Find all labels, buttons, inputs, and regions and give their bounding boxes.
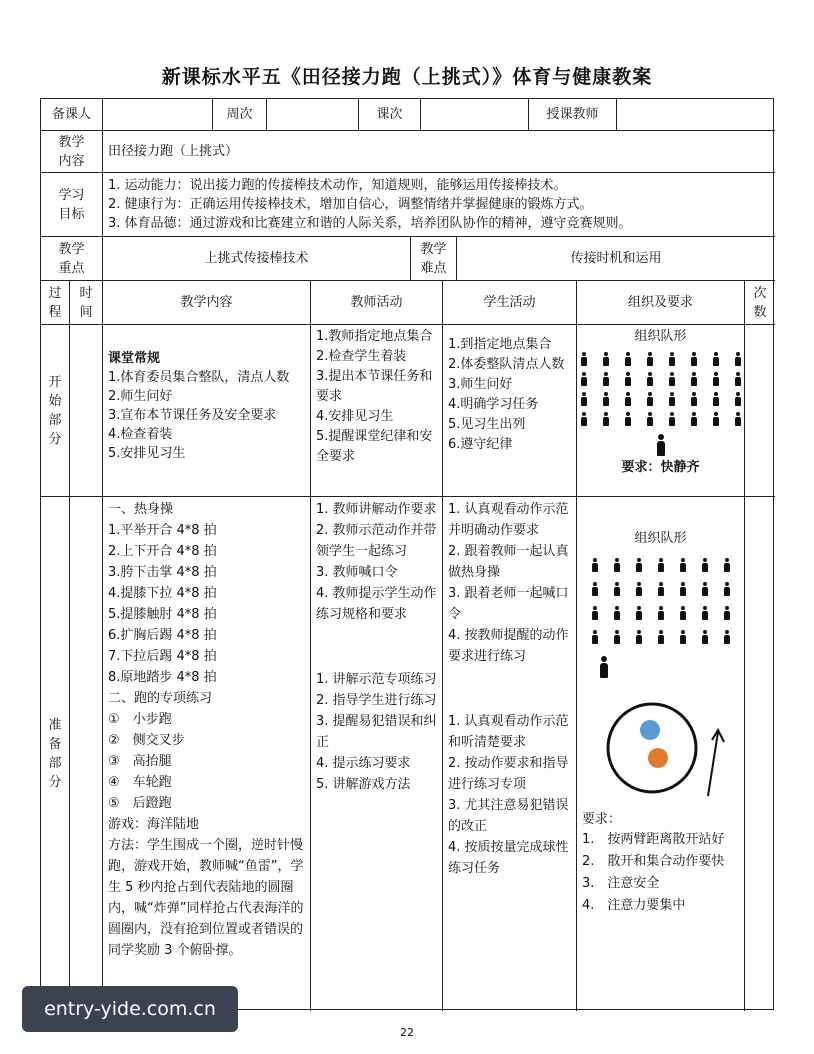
key-point-label: 教学重点	[41, 237, 103, 281]
student-figure	[613, 558, 621, 572]
preparer-label: 备课人	[41, 99, 103, 131]
start-org-title: 组织队形	[634, 329, 687, 344]
list-item: 3. 注意安全	[582, 876, 660, 891]
list-item: ② 侧交叉步	[108, 733, 185, 748]
teacher-label: 授课教师	[529, 99, 617, 131]
student-figure	[613, 606, 621, 620]
col-org: 组织及要求	[577, 281, 745, 325]
student-figure	[701, 630, 709, 644]
preparer-value	[103, 99, 213, 131]
start-org-requirement: 要求：快静齐	[621, 460, 700, 475]
goal-item: 1. 运动能力：说出接力跑的传接棒技术动作，知道规则，能够运用传接棒技术。	[108, 178, 567, 193]
student-figure	[734, 372, 742, 386]
prep-req-list	[582, 829, 739, 917]
student-figure	[602, 392, 610, 406]
list-item: 4. 注意力要集中	[582, 898, 686, 913]
list-item: ⑤ 后蹬跑	[108, 796, 172, 811]
list-item: 游戏：海洋陆地	[108, 817, 200, 832]
content-value: 田径接力跑（上挑式）	[103, 131, 775, 173]
formation-diagram	[582, 352, 739, 426]
list-item: 4. 教师提示学生动作练习规格和要求	[316, 586, 437, 622]
list-item: 3. 提醒易犯错误和纠正	[316, 714, 437, 750]
week-label: 周次	[213, 99, 267, 131]
list-item: 3.提出本节课任务和要求	[316, 369, 433, 404]
list-item: 2. 按动作要求和指导进行练习专项	[448, 756, 569, 792]
student-figure	[701, 606, 709, 620]
student-figure	[635, 558, 643, 572]
student-figure	[690, 352, 698, 366]
start-content-title: 课堂常规	[108, 351, 161, 366]
list-item: 5.提醒课堂纪律和安全要求	[316, 429, 433, 464]
student-figure	[668, 372, 676, 386]
student-figure	[701, 558, 709, 572]
student-figure	[723, 630, 731, 644]
student-figure	[635, 606, 643, 620]
student-figure	[723, 606, 731, 620]
student-figure	[734, 392, 742, 406]
lesson-value	[421, 99, 529, 131]
list-item: 二、跑的专项练习	[108, 691, 213, 706]
list-item: 1.到指定地点集合	[448, 337, 552, 352]
student-figure	[690, 392, 698, 406]
list-item: 4.提膝下拉 4*8 拍	[108, 586, 217, 601]
start-teacher	[311, 325, 443, 497]
list-item: 6.遵守纪律	[448, 437, 513, 452]
prep-teacher	[311, 497, 443, 1011]
list-item: 1.教师指定地点集合	[316, 329, 433, 344]
list-item: ④ 车轮跑	[108, 775, 172, 790]
student-figure	[701, 582, 709, 596]
large-circle	[608, 704, 696, 792]
prep-org	[577, 497, 745, 1011]
prep-student	[443, 497, 577, 1011]
student-figure	[679, 606, 687, 620]
list-item: 5.安排见习生	[108, 446, 186, 461]
list-item: 2. 教师示范动作并带领学生一起练习	[316, 523, 437, 559]
student-figure	[712, 392, 720, 406]
col-teacher: 教师活动	[311, 281, 443, 325]
week-value	[267, 99, 359, 131]
student-figure	[734, 412, 742, 426]
lesson-plan-table	[40, 98, 774, 1010]
student-figure	[723, 582, 731, 596]
list-item: 1. 教师讲解动作要求	[316, 502, 437, 517]
list-item: 5.见习生出列	[448, 417, 526, 432]
list-item: 2.检查学生着装	[316, 349, 407, 364]
student-figure	[635, 630, 643, 644]
student-figure	[602, 372, 610, 386]
list-item: 1. 讲解示范专项练习	[316, 672, 437, 687]
page-number: 22	[400, 1026, 414, 1039]
list-item: 7.下拉后踢 4*8 拍	[108, 649, 217, 664]
col-count: 次数	[745, 281, 775, 325]
student-figure	[712, 352, 720, 366]
start-section-label: 开始部分	[41, 325, 70, 497]
student-figure	[734, 352, 742, 366]
student-figure	[591, 558, 599, 572]
prep-section-label: 准备部分	[41, 497, 70, 1011]
list-item: 4.明确学习任务	[448, 397, 539, 412]
list-item: 3.宣布本节课任务及安全要求	[108, 408, 277, 423]
student-figure	[646, 392, 654, 406]
list-item: 3. 尤其注意易犯错误的改正	[448, 798, 569, 834]
student-figure	[613, 630, 621, 644]
prep-content	[103, 497, 311, 1011]
list-item: 2. 指导学生进行练习	[316, 693, 437, 708]
game-circle-diagram	[582, 686, 738, 806]
list-item: 3.师生问好	[448, 377, 513, 392]
list-item: 2. 散开和集合动作要快	[582, 854, 725, 869]
student-figure	[668, 392, 676, 406]
student-figure	[723, 558, 731, 572]
goal-item: 2. 健康行为：正确运用传接棒技术，增加自信心，调整情绪并掌握健康的锻炼方式。	[108, 197, 593, 212]
student-figure	[668, 412, 676, 426]
student-figure	[624, 352, 632, 366]
list-item: 4. 按教师提醒的动作要求进行练习	[448, 628, 569, 664]
student-figure	[580, 392, 588, 406]
formation-diagram	[582, 558, 739, 644]
student-figure	[591, 582, 599, 596]
student-figure	[679, 558, 687, 572]
student-figure	[591, 630, 599, 644]
list-item: 3.胯下击掌 4*8 拍	[108, 565, 217, 580]
list-item: 3. 跟着老师一起喊口令	[448, 586, 569, 622]
list-item: ③ 高抬腿	[108, 754, 172, 769]
list-item: 2.师生问好	[108, 389, 173, 404]
content-label: 教学内容	[41, 131, 103, 173]
col-student: 学生活动	[443, 281, 577, 325]
col-content: 教学内容	[103, 281, 311, 325]
list-item: 1. 认真观看动作示范并明确动作要求	[448, 502, 569, 538]
teacher-figure	[598, 656, 610, 678]
student-figure	[613, 582, 621, 596]
orange-circle	[648, 748, 668, 768]
list-item: 一、热身操	[108, 502, 174, 517]
student-figure	[657, 606, 665, 620]
list-item: 8.原地踏步 4*8 拍	[108, 670, 217, 685]
list-item: 1.平举开合 4*8 拍	[108, 523, 217, 538]
student-figure	[657, 558, 665, 572]
student-figure	[635, 582, 643, 596]
list-item: 4. 按质按量完成球性练习任务	[448, 840, 569, 876]
student-figure	[646, 372, 654, 386]
list-item: 5.提膝触肘 4*8 拍	[108, 607, 217, 622]
goals-label: 学习目标	[41, 173, 103, 237]
direction-arrow	[708, 732, 718, 796]
student-figure	[624, 372, 632, 386]
difficulty-label: 教学难点	[411, 237, 457, 281]
list-item: 4.安排见习生	[316, 409, 394, 424]
list-item: 2. 跟着教师一起认真做热身操	[448, 544, 569, 580]
student-figure	[712, 372, 720, 386]
student-figure	[712, 412, 720, 426]
start-time	[70, 325, 103, 497]
student-figure	[580, 372, 588, 386]
start-count	[745, 325, 775, 497]
list-item: 6.扩胸后踢 4*8 拍	[108, 628, 217, 643]
student-figure	[624, 392, 632, 406]
blue-circle	[640, 720, 660, 740]
lesson-label: 课次	[359, 99, 421, 131]
list-item: ① 小步跑	[108, 712, 172, 727]
prep-req-title: 要求：	[582, 812, 622, 827]
list-item: 2.上下开合 4*8 拍	[108, 544, 217, 559]
student-figure	[580, 412, 588, 426]
student-figure	[668, 352, 676, 366]
prep-org-title: 组织队形	[634, 531, 687, 546]
student-figure	[580, 352, 588, 366]
student-figure	[690, 412, 698, 426]
list-item: 5. 讲解游戏方法	[316, 777, 411, 792]
list-item: 1. 按两臂距离散开站好	[582, 832, 725, 847]
start-org	[577, 325, 745, 497]
goal-item: 3. 体育品德：通过游戏和比赛建立和谐的人际关系，培养团队协作的精神，遵守竞赛规则。	[108, 216, 632, 231]
student-figure	[690, 372, 698, 386]
student-figure	[602, 412, 610, 426]
start-content	[103, 325, 311, 497]
list-item: 4.检查着装	[108, 427, 173, 442]
teacher-value	[617, 99, 775, 131]
student-figure	[591, 606, 599, 620]
teacher-figure	[655, 434, 667, 456]
list-item: 4. 提示练习要求	[316, 756, 411, 771]
student-figure	[657, 582, 665, 596]
list-item: 方法：学生围成一个圈，逆时针慢跑，游戏开始，教师喊“鱼雷”，学生 5 秒内抢占到代表陆地的圆圈内，喊“炸弹”同样抢占代表海洋的圆圈内，没有抢到位置或者错误的同学奖励 3 个俯卧撑。	[108, 838, 304, 958]
key-point-value: 上挑式传接棒技术	[103, 237, 411, 281]
list-item: 3. 教师喊口令	[316, 565, 398, 580]
list-item: 1.体育委员集合整队，清点人数	[108, 370, 290, 385]
student-figure	[602, 352, 610, 366]
difficulty-value: 传接时机和运用	[457, 237, 775, 281]
start-student	[443, 325, 577, 497]
list-item: 2.体委整队清点人数	[448, 357, 565, 372]
list-item: 1. 认真观看动作示范和听清楚要求	[448, 714, 569, 750]
student-figure	[646, 352, 654, 366]
student-figure	[646, 412, 654, 426]
col-process: 过程	[41, 281, 70, 325]
student-figure	[679, 630, 687, 644]
watermark: entry-yide.com.cn	[22, 986, 238, 1032]
goals-list	[103, 173, 775, 237]
student-figure	[624, 412, 632, 426]
prep-time	[70, 497, 103, 1011]
student-figure	[657, 630, 665, 644]
prep-count	[745, 497, 775, 1011]
col-time: 时间	[70, 281, 103, 325]
student-figure	[679, 582, 687, 596]
page-title: 新课标水平五《田径接力跑（上挑式）》体育与健康教案	[161, 66, 653, 88]
